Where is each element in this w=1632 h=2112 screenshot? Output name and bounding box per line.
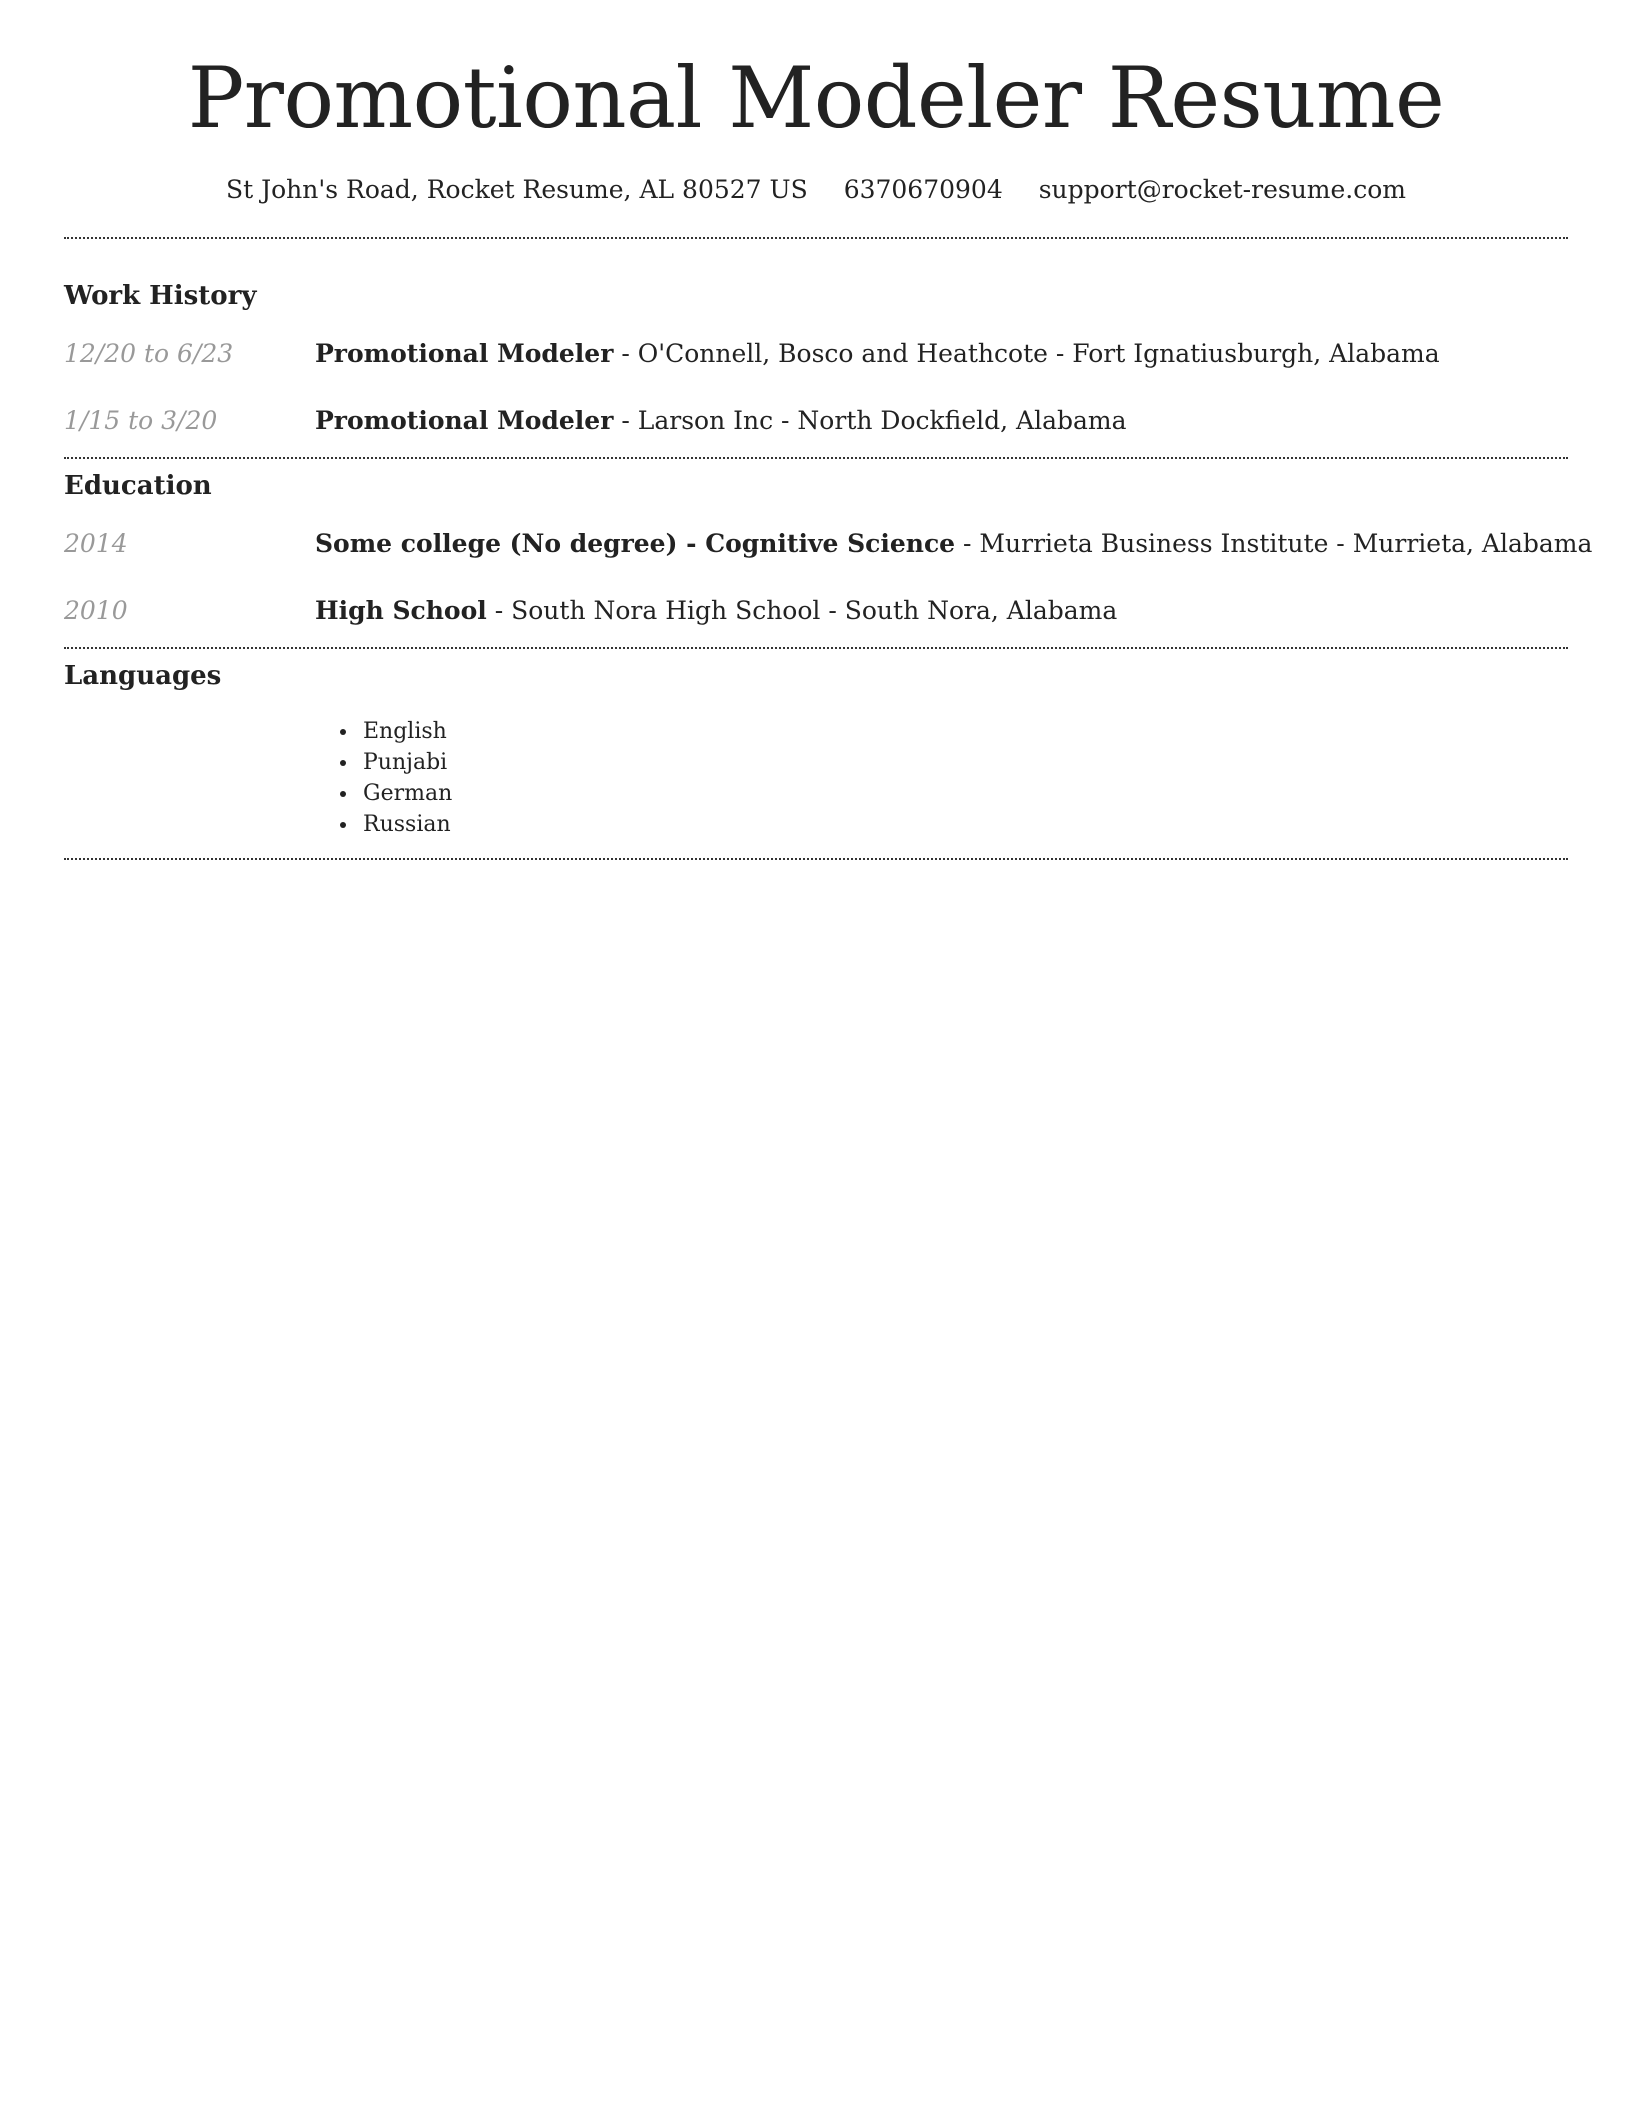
work-history-heading: Work History xyxy=(64,280,257,311)
section-divider xyxy=(64,457,1568,459)
work-history-section xyxy=(64,281,1568,437)
page-title: Promotional Modeler Resume xyxy=(187,49,1445,147)
contact-address: St John's Road, Rocket Resume, AL 80527 US xyxy=(225,175,808,205)
work-details: - Larson Inc - North Dockfield, Alabama xyxy=(613,405,1127,435)
work-date: 12/20 to 6/23 xyxy=(64,339,234,369)
language-item: • Punjabi xyxy=(359,747,1568,778)
education-degree: Some college (No degree) - Cognitive Science xyxy=(315,529,956,559)
work-description xyxy=(315,405,1127,438)
contact-info xyxy=(64,174,1568,207)
education-description xyxy=(315,528,1592,561)
languages-heading: Languages xyxy=(64,661,222,692)
education-date: 2014 xyxy=(64,529,128,559)
work-date: 1/15 to 3/20 xyxy=(64,405,218,435)
footer-divider xyxy=(64,858,1568,860)
contact-email: support@rocket-resume.com xyxy=(1038,175,1407,205)
education-degree: High School xyxy=(315,595,487,625)
work-position: Promotional Modeler xyxy=(315,405,614,435)
language-item: • German xyxy=(359,778,1568,809)
education-description xyxy=(315,595,1117,628)
education-details: - Murrieta Business Institute - Murrieta, Alabama xyxy=(955,529,1593,559)
education-entry xyxy=(64,528,1593,561)
education-section xyxy=(64,471,1593,627)
work-history-entry xyxy=(64,405,1568,438)
work-position: Promotional Modeler xyxy=(315,339,614,369)
education-date: 2010 xyxy=(64,595,128,625)
language-item: • Russian xyxy=(359,809,1568,840)
section-divider xyxy=(64,647,1568,649)
education-heading: Education xyxy=(64,471,212,502)
education-entry xyxy=(64,595,1568,628)
languages-section xyxy=(64,661,1568,840)
languages-list xyxy=(64,716,1568,840)
education-details: - South Nora High School - South Nora, Alabama xyxy=(486,595,1118,625)
contact-phone: 6370670904 xyxy=(843,175,1003,205)
work-description xyxy=(315,338,1440,371)
language-item: • English xyxy=(359,716,1568,747)
work-details: - O'Connell, Bosco and Heathcote - Fort Ignatiusburgh, Alabama xyxy=(613,339,1440,369)
header-divider xyxy=(64,237,1568,239)
work-history-entry xyxy=(64,338,1568,371)
